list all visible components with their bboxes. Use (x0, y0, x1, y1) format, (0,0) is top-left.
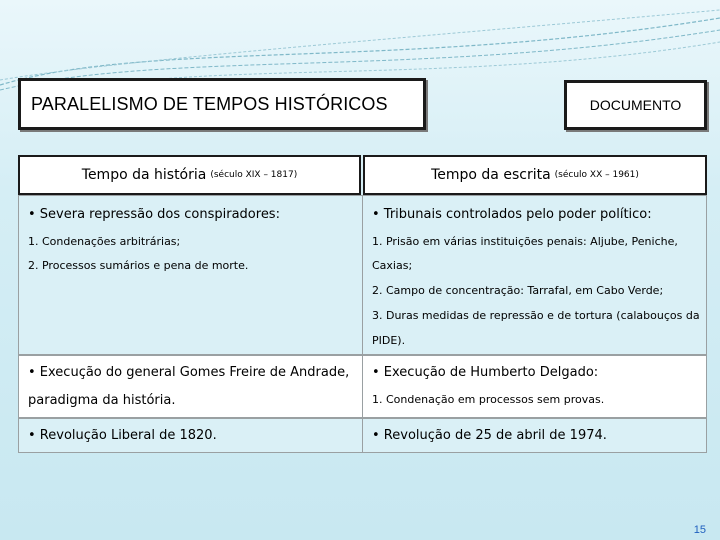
repression-right-line-1: 1. Prisão em várias instituições penais: Aljube, Peniche, (372, 235, 678, 248)
repression-left-item-2: 2. Processos sumários e pena de morte. (28, 259, 249, 272)
execution-left-line-1: • Execução do general Gomes Freire de Andrade, (28, 365, 350, 380)
column-header-writing-title: Tempo da escrita (431, 167, 551, 183)
revolution-left: • Revolução Liberal de 1820. (28, 428, 217, 443)
repression-right-line-2: Caxias; (372, 259, 413, 272)
revolution-right: • Revolução de 25 de abril de 1974. (372, 428, 607, 443)
page-number: 15 (693, 524, 706, 536)
execution-right-bullet: • Execução de Humberto Delgado: (372, 365, 599, 380)
document-label-box (564, 80, 707, 130)
slide-title (18, 78, 426, 130)
column-header-writing (363, 155, 707, 195)
column-header-history-title: Tempo da história (81, 167, 207, 183)
repression-right-line-4: 3. Duras medidas de repressão e de tortura (calabouços da (372, 309, 700, 322)
repression-left-item-1: 1. Condenações arbitrárias; (28, 235, 181, 248)
column-header-history (18, 155, 361, 195)
column-divider (362, 195, 363, 453)
repression-right-line-5: PIDE). (372, 334, 406, 347)
repression-left-bullet: • Severa repressão dos conspiradores: (28, 207, 280, 222)
document-label: DOCUMENTO (589, 97, 682, 113)
column-header-history-period: (século XIX – 1817) (210, 170, 298, 180)
repression-right-line-3: 2. Campo de concentração: Tarrafal, em Cabo Verde; (372, 284, 664, 297)
execution-left-line-2: paradigma da história. (28, 393, 176, 408)
repression-right-bullet: • Tribunais controlados pelo poder político: (372, 207, 652, 222)
execution-right-item: 1. Condenação em processos sem provas. (372, 393, 605, 406)
slide-title-text: PARALELISMO DE TEMPOS HISTÓRICOS (31, 93, 388, 114)
column-header-writing-period: (século XX – 1961) (554, 170, 639, 180)
